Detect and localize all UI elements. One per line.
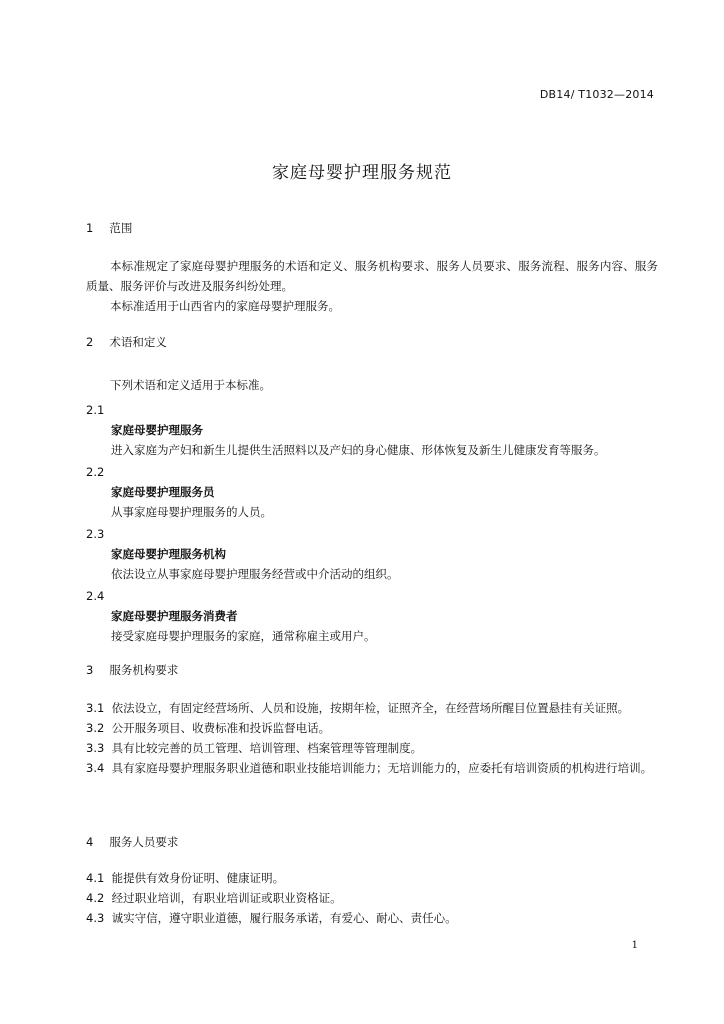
clause bbox=[86, 698, 658, 718]
section-title: 服务人员要求 bbox=[109, 835, 179, 849]
section-1-heading bbox=[86, 218, 658, 238]
section-number: 4 bbox=[86, 835, 94, 849]
clause bbox=[86, 718, 658, 738]
term-2-4 bbox=[86, 586, 658, 646]
term-definition: 接受家庭母婴护理服务的家庭，通常称雇主或用户。 bbox=[111, 629, 376, 643]
section-title: 服务机构要求 bbox=[109, 663, 179, 677]
term-name: 家庭母婴护理服务员 bbox=[111, 485, 215, 499]
term-definition: 依法设立从事家庭母婴护理服务经营或中介活动的组织。 bbox=[111, 567, 399, 581]
clause-number: 4.1 bbox=[86, 871, 105, 885]
clause-number: 4.3 bbox=[86, 911, 105, 925]
section-2-heading bbox=[86, 332, 658, 352]
section-4-body bbox=[86, 868, 658, 928]
term-name: 家庭母婴护理服务 bbox=[111, 423, 203, 437]
clause-text: 具有家庭母婴护理服务职业道德和职业技能培训能力；无培训能力的，应委托有培训资质的机构进行培训。 bbox=[111, 761, 653, 775]
term-definition: 从事家庭母婴护理服务的人员。 bbox=[111, 505, 272, 519]
paragraph: 本标准规定了家庭母婴护理服务的术语和定义、服务机构要求、服务人员要求、服务流程、服务内容、服务质量、服务评价与改进及服务纠纷处理。 bbox=[86, 259, 658, 293]
paragraph: 下列术语和定义适用于本标准。 bbox=[110, 378, 271, 392]
term-2-1 bbox=[86, 400, 658, 460]
term-number: 2.2 bbox=[86, 465, 105, 479]
paragraph: 本标准适用于山西省内的家庭母婴护理服务。 bbox=[110, 299, 340, 313]
section-1-body bbox=[86, 256, 658, 316]
clause-text: 依法设立，有固定经营场所、人员和设施，按期年检，证照齐全，在经营场所醒目位置悬挂有关证照。 bbox=[111, 701, 630, 715]
standard-code: DB14/ T1032—2014 bbox=[539, 88, 654, 101]
clause-number: 4.2 bbox=[86, 891, 105, 905]
term-definition: 进入家庭为产妇和新生儿提供生活照料以及产妇的身心健康、形体恢复及新生儿健康发育等服务。 bbox=[111, 443, 606, 457]
clause-number: 3.4 bbox=[86, 761, 105, 775]
term-number: 2.1 bbox=[86, 403, 105, 417]
page-number: 1 bbox=[631, 940, 638, 951]
clause-number: 3.2 bbox=[86, 721, 105, 735]
clause-text: 经过职业培训，有职业培训证或职业资格证。 bbox=[111, 891, 342, 905]
section-1 bbox=[86, 218, 658, 238]
term-2-2 bbox=[86, 462, 658, 522]
term-number: 2.4 bbox=[86, 589, 105, 603]
section-3-body bbox=[86, 698, 658, 778]
clause bbox=[86, 888, 658, 908]
clause-text: 具有比较完善的员工管理、培训管理、档案管理等管理制度。 bbox=[111, 741, 423, 755]
term-2-3 bbox=[86, 524, 658, 584]
section-4-heading bbox=[86, 832, 658, 852]
clause-number: 3.3 bbox=[86, 741, 105, 755]
section-title: 范围 bbox=[109, 221, 133, 235]
document-title: 家庭母婴护理服务规范 bbox=[272, 163, 452, 183]
term-name: 家庭母婴护理服务机构 bbox=[111, 547, 226, 561]
term-number: 2.3 bbox=[86, 527, 105, 541]
section-number: 3 bbox=[86, 663, 94, 677]
clause bbox=[86, 758, 658, 778]
section-number: 2 bbox=[86, 335, 94, 349]
clause-number: 3.1 bbox=[86, 701, 105, 715]
clause bbox=[86, 868, 658, 888]
clause bbox=[86, 908, 658, 928]
section-3-heading bbox=[86, 660, 658, 680]
section-title: 术语和定义 bbox=[109, 335, 167, 349]
clause-text: 能提供有效身份证明、健康证明。 bbox=[111, 871, 285, 885]
clause-text: 公开服务项目、收费标准和投诉监督电话。 bbox=[111, 721, 331, 735]
clause bbox=[86, 738, 658, 758]
section-2-intro bbox=[86, 375, 658, 395]
section-number: 1 bbox=[86, 221, 94, 235]
term-name: 家庭母婴护理服务消费者 bbox=[111, 609, 238, 623]
clause-text: 诚实守信，遵守职业道德，履行服务承诺，有爱心、耐心、责任心。 bbox=[111, 911, 457, 925]
